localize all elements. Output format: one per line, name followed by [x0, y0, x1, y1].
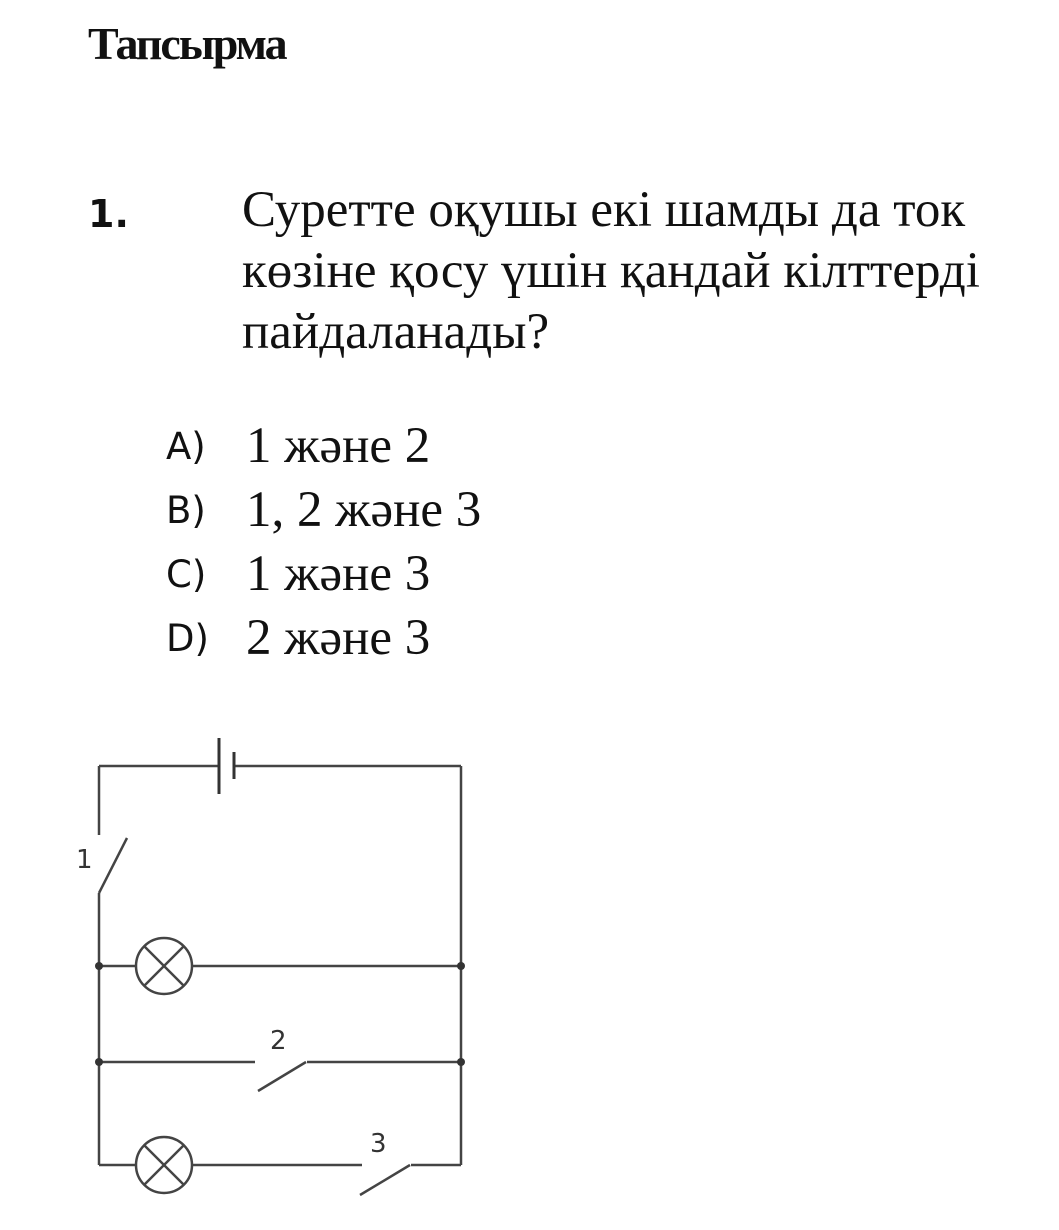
- option-text: 2 және 3: [246, 610, 431, 666]
- option-text: 1 және 3: [246, 546, 431, 602]
- option-text: 1, 2 және 3: [246, 482, 482, 538]
- switch-2-label: 2: [270, 1026, 287, 1056]
- junction-node: [457, 962, 465, 970]
- switch-icon: [99, 838, 127, 893]
- question-number: 1.: [88, 192, 129, 236]
- option-letter: C): [166, 552, 207, 596]
- task-title: Тапсырма: [88, 18, 286, 69]
- option-letter: D): [166, 616, 209, 660]
- lamp-icon: [136, 938, 192, 994]
- option-letter: B): [166, 488, 206, 532]
- switch-3-label: 3: [370, 1129, 387, 1159]
- switch-1-label: 1: [76, 845, 93, 875]
- junction-node: [457, 1058, 465, 1066]
- battery-icon: [99, 738, 461, 794]
- lamp-icon: [136, 1137, 192, 1193]
- switch-icon: [360, 1165, 410, 1195]
- option-letter: A): [166, 424, 206, 468]
- option-text: 1 және 2: [246, 418, 431, 474]
- junction-node: [95, 962, 103, 970]
- switch-icon: [258, 1062, 306, 1091]
- question-text: Суретте оқушы екі шамды да ток көзіне қосу үшін қандай кілттерді пайдаланады?: [242, 182, 980, 360]
- junction-node: [95, 1058, 103, 1066]
